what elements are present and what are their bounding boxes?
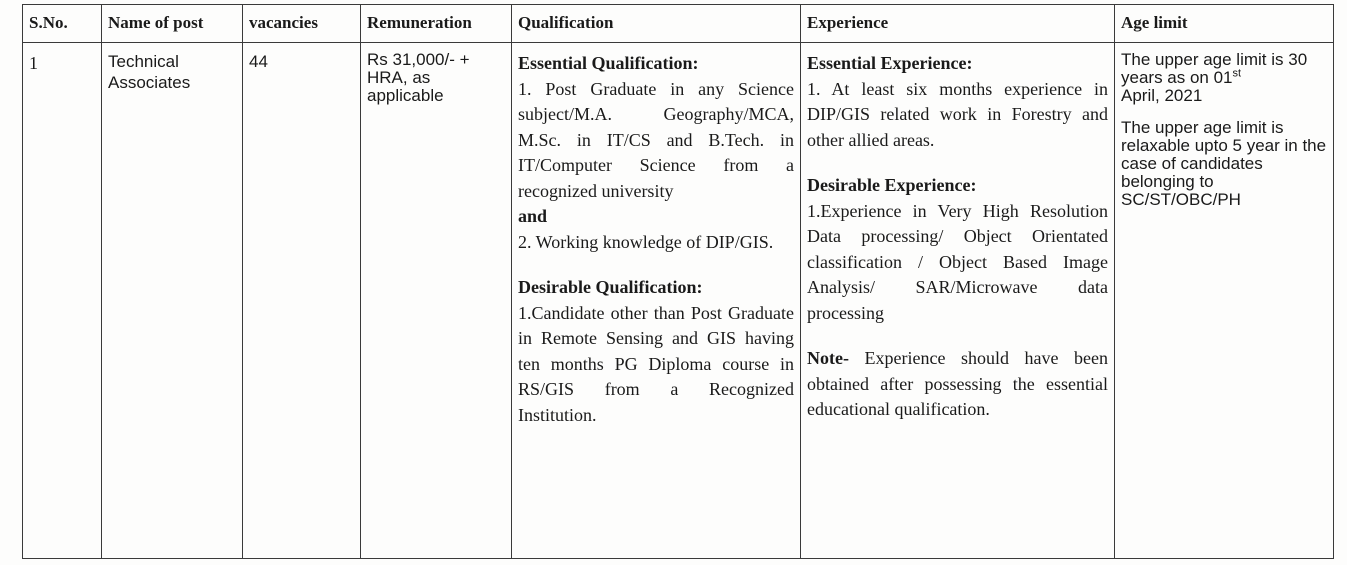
age-limit-para-1-text: The upper age limit is 30 years as on 01 [1121,50,1308,87]
remuneration-text: Rs 31,000/- + HRA, as applicable [367,50,470,105]
cell-sno: 1 [23,43,102,559]
desirable-experience-item-1: 1.Experience in Very High Resolution Data processing/ Object Orientated classification / Object Based Image Analysis/ SAR/Microwave data processing [807,200,1108,323]
table-row [23,43,1334,559]
cell-remuneration [361,43,512,559]
header-sno: S.No. [23,5,102,43]
desirable-experience-heading: Desirable Experience: [807,175,977,195]
essential-experience-heading: Essential Experience: [807,53,973,73]
age-limit-para-1 [1121,51,1327,105]
header-name-of-post: Name of post [102,5,243,43]
note-label: Note- [807,348,849,368]
essential-qualification-item-1: 1. Post Graduate in any Science subject/M.A. Geography/MCA, M.Sc. in IT/CS and B.Tech. in IT/Computer Science from a recognized university [518,78,794,201]
age-limit-para-2: The upper age limit is relaxable upto 5 year in the case of candidates belonging to SC/ST/OBC/PH [1121,118,1327,209]
qualification-and-connector: and [518,206,548,226]
cell-vacancies: 44 [243,43,361,559]
essential-qualification-heading: Essential Qualification: [518,53,699,73]
header-experience: Experience [801,5,1115,43]
header-vacancies: vacancies [243,5,361,43]
experience-note [807,346,1108,423]
note-text: Experience should have been obtained after possessing the essential educational qualification. [807,348,1108,419]
ordinal-suffix: st [1232,67,1242,80]
cell-qualification [512,43,801,559]
cell-age-limit [1115,43,1334,559]
header-qualification: Qualification [512,5,801,43]
desirable-qualification-item-1: 1.Candidate other than Post Graduate in Remote Sensing and GIS having ten months PG Diploma course in RS/GIS from a Recognized Institution. [518,302,794,425]
header-age-limit: Age limit [1115,5,1334,43]
essential-experience-item-1: 1. At least six months experience in DIP/GIS related work in Forestry and other allied areas. [807,78,1108,150]
recruitment-table [22,4,1334,559]
cell-experience [801,43,1115,559]
post-name-text: Technical Associates [108,52,191,92]
cell-name-of-post [102,43,243,559]
age-limit-para-1-date: April, 2021 [1121,86,1203,105]
essential-qualification-item-2: 2. Working knowledge of DIP/GIS. [518,231,774,252]
desirable-qualification-heading: Desirable Qualification: [518,277,703,297]
header-remuneration: Remuneration [361,5,512,43]
table-header-row [23,5,1334,43]
